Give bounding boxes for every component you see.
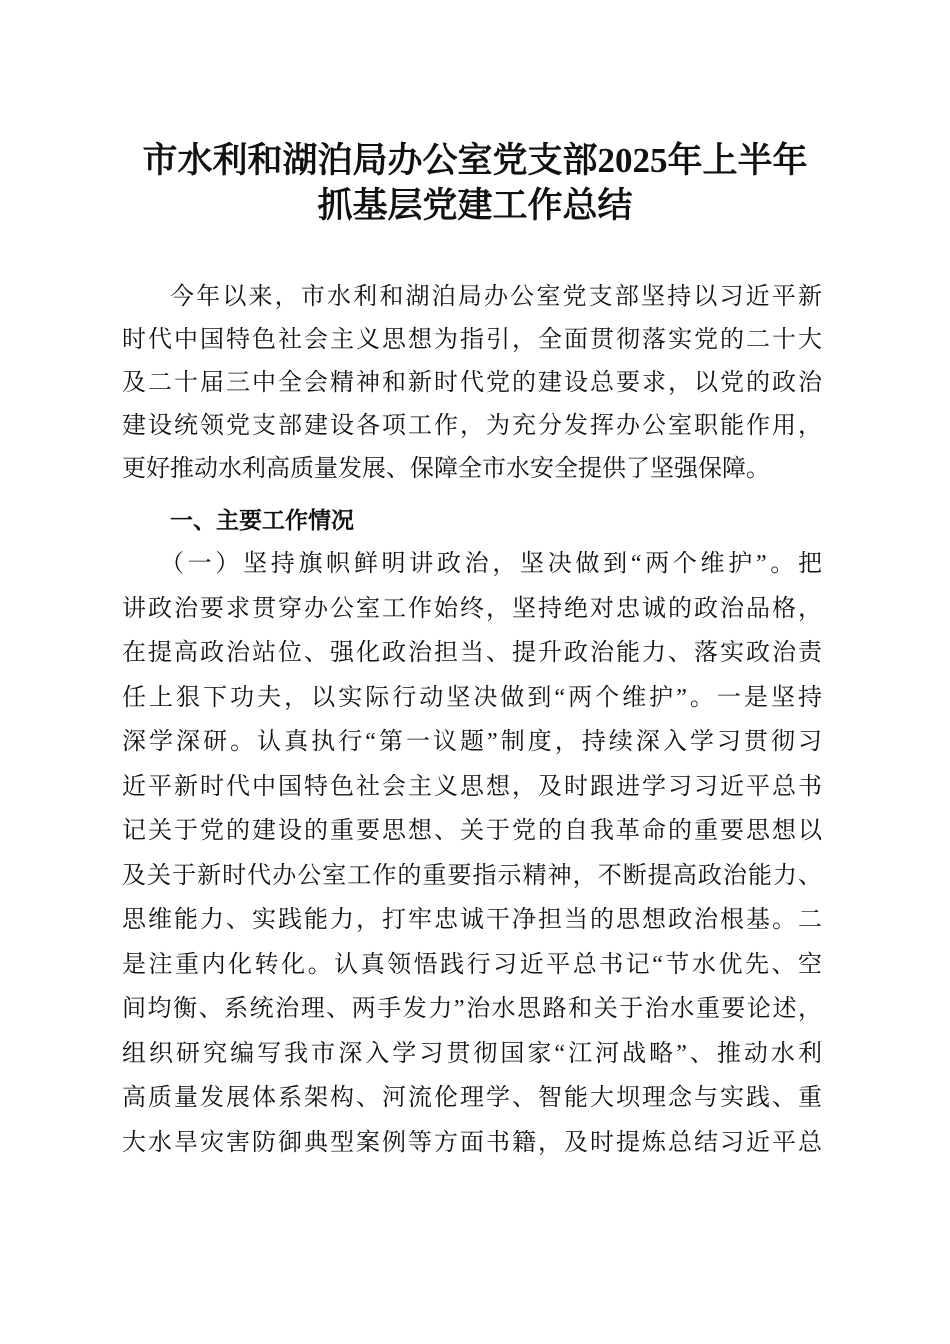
paragraph-line: 大水旱灾害防御典型案例等方面书籍，及时提炼总结习近平总	[122, 1129, 822, 1156]
paragraph-line: 建设统领党支部建设各项工作，为充分发挥办公室职能作用，	[122, 413, 822, 439]
paragraph-line: 及关于新时代办公室工作的重要指示精神，不断提高政治能力、	[122, 862, 822, 889]
paragraph-line: 间均衡、系统治理、两手发力”治水思路和关于治水重要论述，	[122, 996, 822, 1022]
paragraph-line: 讲政治要求贯穿办公室工作始终，坚持绝对忠诚的政治品格，	[122, 595, 822, 622]
paragraph-line: 在提高政治站位、强化政治担当、提升政治能力、落实政治责	[122, 640, 822, 666]
paragraph-line: 更好推动水利高质量发展、保障全市水安全提供了坚强保障。	[122, 456, 770, 482]
paragraph-line: 深学深研。认真执行“第一议题”制度，持续深入学习贯彻习	[122, 729, 822, 755]
paragraph-line: （一）坚持旗帜鲜明讲政治，坚决做到“两个维护”。把	[160, 551, 822, 577]
paragraph-line: 及二十届三中全会精神和新时代党的建设总要求，以党的政治	[122, 370, 822, 396]
paragraph-line: 组织研究编写我市深入学习贯彻国家“江河战略”、推动水利	[122, 1040, 822, 1067]
paragraph-line: 思维能力、实践能力，打牢忠诚干净担当的思想政治根基。二	[122, 907, 822, 933]
paragraph-line: 记关于党的建设的重要思想、关于党的自我革命的重要思想以	[122, 818, 822, 844]
paragraph-line: 今年以来，市水利和湖泊局办公室党支部坚持以习近平新	[170, 284, 822, 310]
document-title-line-2: 抓基层党建工作总结	[317, 186, 633, 225]
paragraph-line: 任上狠下功夫，以实际行动坚决做到“两个维护”。一是坚持	[122, 684, 822, 711]
section-1-paragraph	[122, 542, 822, 1165]
paragraph-line: 时代中国特色社会主义思想为指引，全面贯彻落实党的二十大	[122, 327, 822, 353]
paragraph-line: 高质量发展体系架构、河流伦理学、智能大坝理念与实践、重	[122, 1085, 822, 1111]
document-title-line-1: 市水利和湖泊局办公室党支部2025年上半年	[142, 141, 808, 180]
paragraph-line: 近平新时代中国特色社会主义思想，及时跟进学习习近平总书	[122, 773, 822, 800]
intro-paragraph	[122, 276, 822, 491]
section-heading: 一、主要工作情况	[170, 508, 354, 534]
paragraph-line: 是注重内化转化。认真领悟践行习近平总书记“节水优先、空	[122, 951, 822, 978]
